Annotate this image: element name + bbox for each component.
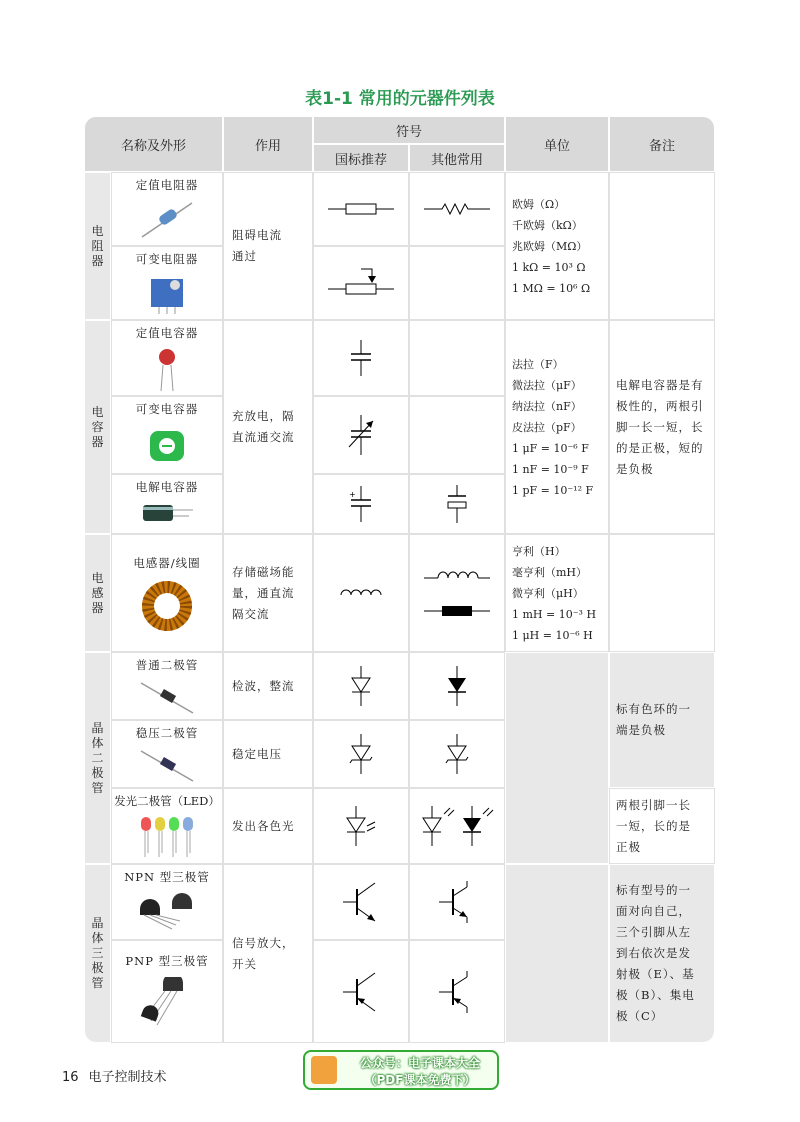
diode-units-empty [505,652,609,864]
diode-symbol-std [313,652,409,720]
item-npn: NPN 型三极管 [111,864,223,940]
header-unit: 单位 [505,116,609,172]
resistor-symbol-std [313,172,409,246]
inductor-coil-icon [339,583,383,603]
item-name: 定值电阻器 [135,178,199,192]
resistor-note-empty [609,172,715,320]
category-inductor: 电感器 [84,534,111,652]
normal-diode-role: 检波，整流 [223,652,313,720]
led-photo [137,811,197,861]
electrolytic-capacitor-photo [139,499,195,529]
resistor-zigzag-icon [422,199,492,219]
capacitor-symbol-std [313,320,409,396]
resistor-symbol-other [409,172,505,246]
inductor-units: 亨利（H） 毫亨利（mH） 微亨利（μH） 1 mH = 10⁻³ H 1 μH = 10⁻⁶ H [505,534,609,652]
book-title: 电子控制技术 [88,1070,167,1085]
inductor-block-icon [422,600,492,622]
inductor-symbol-other [409,534,505,652]
header-name: 名称及外形 [84,116,223,172]
category-diode: 晶体二极管 [84,652,111,864]
zener-diode-photo [137,745,197,785]
ceramic-capacitor-photo [147,345,187,393]
pnp-symbol-other [409,940,505,1043]
svg-text:+: + [349,490,356,499]
zener-diode-role: 稳定电压 [223,720,313,788]
diode-photo [137,677,197,717]
pnp-alt-icon [437,969,477,1015]
led-role: 发出各色光 [223,788,313,864]
trimmer-capacitor-photo [144,421,190,467]
table-title: 表1-1 常用的元器件列表 [305,89,495,109]
diode-note-1: 标有色环的一 端是负极 [609,652,715,788]
variable-resistor-symbol [313,246,409,320]
capacitor-role: 充放电，隔 直流通交流 [223,320,313,534]
variable-capacitor-icon [341,413,381,457]
polarized-capacitor-icon [346,484,376,524]
item-zener-diode: 稳压二极管 [111,720,223,788]
inductor-symbol-std [313,534,409,652]
npn-symbol-other [409,864,505,940]
inductor-role: 存储磁场能 量，通直流 隔交流 [223,534,313,652]
resistor-symbol-icon [326,199,396,219]
header-role: 作用 [223,116,313,172]
item-name: 可变电阻器 [135,252,199,266]
category-transistor: 晶体三极管 [84,864,111,1043]
header-symbol-std: 国标推荐 [313,144,409,172]
led-symbol-std [313,788,409,864]
item-variable-capacitor: 可变电容器 [111,396,223,474]
capacitor-symbol-icon [346,338,376,378]
toroid-photo [142,581,192,631]
resistor-units: 欧姆（Ω） 千欧姆（kΩ） 兆欧姆（MΩ） 1 kΩ = 10³ Ω 1 MΩ = 10⁶ Ω [505,172,609,320]
item-variable-resistor [111,246,223,320]
category-capacitor: 电容器 [84,320,111,534]
electrolytic-box-icon [442,483,472,525]
header-symbol: 符号 [313,116,505,144]
inductor-note-empty [609,534,715,652]
inductor-coil-alt-icon [422,564,492,586]
pnp-symbol-icon [341,969,381,1015]
variable-capacitor-symbol [313,396,409,474]
page-number: 16 [62,1070,79,1085]
capacitor-units: 法拉（F） 微法拉（μF） 纳法拉（nF） 皮法拉（pF） 1 μF = 10⁻⁶ F 1 nF = 10⁻⁹ F 1 pF = 10⁻¹² F [505,320,609,534]
page-footer [62,1066,167,1085]
diode-symbol-other [409,652,505,720]
variable-capacitor-symbol-other-empty [409,396,505,474]
diode-symbol-icon [346,664,376,708]
npn-photo [132,889,202,933]
npn-symbol-icon [341,879,381,925]
pnp-symbol-std [313,940,409,1043]
item-fixed-resistor [111,172,223,246]
potentiometer-icon [326,263,396,303]
trimmer-photo [145,271,189,315]
book-icon [311,1056,337,1084]
led-symbol-other [409,788,505,864]
npn-symbol-std [313,864,409,940]
item-electrolytic-capacitor: 电解电容器 [111,474,223,534]
zener-symbol-icon [346,732,376,776]
resistor-photo [137,197,197,241]
category-resistor: 电阻器 [84,172,111,320]
capacitor-symbol-other-empty [409,320,505,396]
transistor-units-empty [505,864,609,1043]
capacitor-note: 电解电容器是有 极性的，两根引 脚一长一短，长 的是正极，短的 是负极 [609,320,715,534]
watermark-badge [303,1050,499,1090]
diode-note-2: 两根引脚一长 一短，长的是 正极 [609,788,715,864]
zener-alt-icon [442,732,472,776]
pnp-photo [137,977,197,1033]
item-inductor: 电感器/线圈 [111,534,223,652]
npn-alt-icon [437,879,477,925]
transistor-role: 信号放大， 开关 [223,864,313,1043]
led-symbol-icon [341,804,381,848]
resistor-role: 阻碍电流 通过 [223,172,313,320]
watermark-line2: （PDF课本免费下） [364,1073,476,1087]
header-note: 备注 [609,116,715,172]
item-led: 发光二极管（LED） [111,788,223,864]
zener-symbol-other [409,720,505,788]
led-alt-icons [417,804,497,848]
header-symbol-other: 其他常用 [409,144,505,172]
zener-symbol-std [313,720,409,788]
diode-filled-icon [442,664,472,708]
transistor-note: 标有型号的一 面对向自己， 三个引脚从左 到右依次是发 射极（E）、基 极（B）、集电 极（C） [609,864,715,1043]
item-pnp: PNP 型三极管 [111,940,223,1043]
electrolytic-symbol-other [409,474,505,534]
item-fixed-capacitor: 定值电容器 [111,320,223,396]
watermark-line1: 公众号：电子课本大全 [359,1056,480,1070]
components-table [84,116,715,1043]
variable-resistor-symbol-other-empty [409,246,505,320]
electrolytic-symbol-std [313,474,409,534]
item-normal-diode: 普通二极管 [111,652,223,720]
